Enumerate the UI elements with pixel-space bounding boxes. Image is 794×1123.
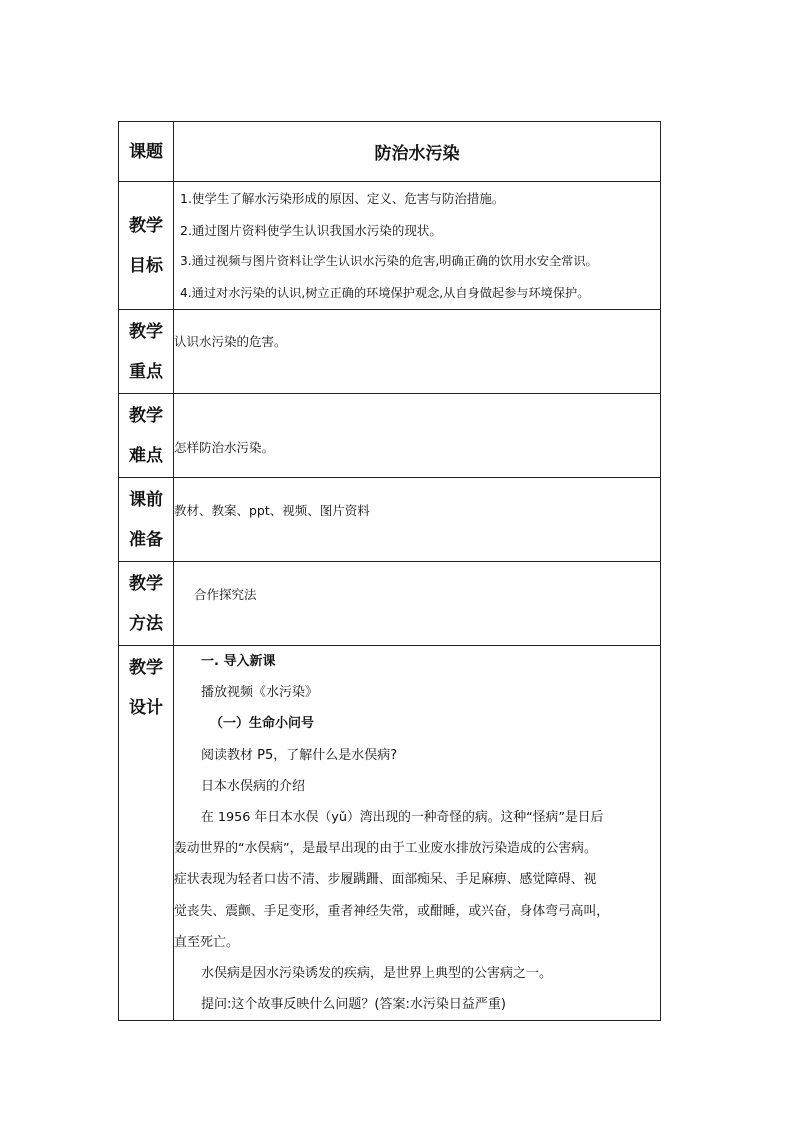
paragraph-line: 在 1956 年日本水俣（yǔ）湾出现的一种奇怪的病。这种“怪病”是日后 [201, 810, 604, 826]
question-line: 提问:这个故事反映什么问题？(答案:水污染日益严重) [201, 997, 506, 1013]
label-method: 教学 方法 [119, 562, 174, 646]
label-topic: 课题 [119, 122, 174, 182]
label-preparation: 课前 准备 [119, 478, 174, 562]
label-objectives: 教学 目标 [119, 182, 174, 310]
key-points-content: 认识水污染的危害。 [174, 310, 661, 394]
lesson-plan-table [118, 121, 661, 1021]
paragraph-line: 直至死亡。 [174, 934, 240, 950]
paragraph-line: 症状表现为轻者口齿不清、步履蹒跚、面部痴呆、手足麻痹、感觉障碍、视 [174, 872, 597, 888]
paragraph-line: 轰动世界的“水俣病”，是最早出现的由于工业废水排放污染造成的公害病。 [174, 841, 597, 857]
paragraph-line: 觉丧失、震颤、手足变形，重者神经失常，或酣睡，或兴奋，身体弯弓高叫， [174, 903, 610, 919]
objectives-content [174, 182, 661, 310]
label-design: 教学 设计 [119, 646, 174, 1021]
method-content: 合作探究法 [174, 562, 661, 646]
preparation-content: 教材、教案、ppt、视频、图片资料 [174, 478, 661, 562]
row-objectives [119, 182, 661, 310]
row-key-points [119, 310, 661, 394]
read-line: 阅读教材 P5，了解什么是水俣病? [201, 747, 398, 763]
row-design [119, 646, 661, 1021]
intro-line: 日本水俣病的介绍 [201, 778, 306, 794]
label-key-points: 教学 重点 [119, 310, 174, 394]
summary-line: 水俣病是因水污染诱发的疾病，是世界上典型的公害病之一。 [201, 966, 553, 982]
label-difficulties: 教学 难点 [119, 394, 174, 478]
design-content [174, 646, 661, 1021]
video-line: 播放视频《水污染》 [201, 685, 319, 701]
objective-item: 1.使学生了解水污染形成的原因、定义、危害与防治措施。 [180, 191, 505, 206]
objective-item: 3.通过视频与图片资料让学生认识水污染的危害,明确正确的饮用水安全常识。 [180, 254, 598, 268]
section-heading: 一. 导入新课 [201, 654, 276, 669]
row-difficulties [119, 394, 661, 478]
row-topic [119, 122, 661, 182]
objective-item: 2.通过图片资料使学生认识我国水污染的现状。 [180, 222, 442, 238]
row-preparation [119, 478, 661, 562]
objective-item: 4.通过对水污染的认识,树立正确的环境保护观念,从自身做起参与环境保护。 [180, 285, 590, 300]
row-method [119, 562, 661, 646]
lesson-title: 防治水污染 [174, 122, 661, 182]
sub-heading: （一）生命小问号 [210, 716, 315, 732]
difficulties-content: 怎样防治水污染。 [174, 394, 661, 478]
